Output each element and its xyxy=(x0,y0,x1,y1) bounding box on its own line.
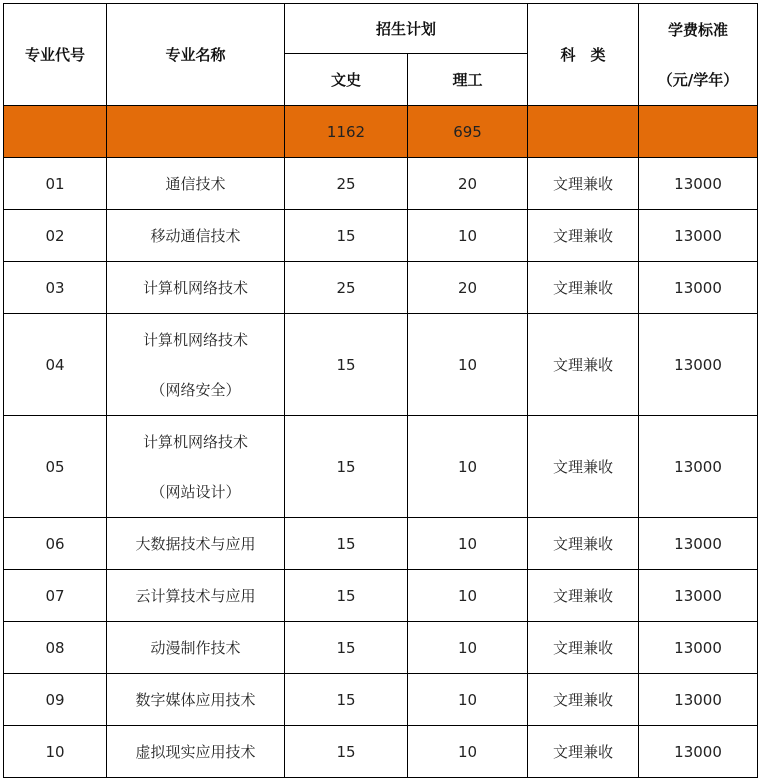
tuition-fee: 13000 xyxy=(639,210,758,262)
table-row xyxy=(4,674,758,726)
header-row-top xyxy=(4,4,758,54)
table-row xyxy=(4,262,758,314)
plan-wenshi: 25 xyxy=(285,262,408,314)
header-wenshi: 文史 xyxy=(285,54,408,106)
tuition-fee: 13000 xyxy=(639,158,758,210)
major-name: 移动通信技术 xyxy=(107,210,285,262)
major-code: 05 xyxy=(4,416,107,518)
tuition-fee: 13000 xyxy=(639,416,758,518)
major-name-line2: （网站设计） xyxy=(150,482,241,501)
major-name-line2: （网络安全） xyxy=(150,380,241,399)
plan-wenshi: 15 xyxy=(285,210,408,262)
plan-wenshi: 15 xyxy=(285,674,408,726)
tuition-fee: 13000 xyxy=(639,518,758,570)
table-row xyxy=(4,518,758,570)
table-row xyxy=(4,314,758,416)
major-code: 04 xyxy=(4,314,107,416)
category: 文理兼收 xyxy=(528,674,639,726)
plan-ligong: 10 xyxy=(408,314,528,416)
total-fee xyxy=(639,106,758,158)
major-name: 计算机网络技术 xyxy=(107,262,285,314)
plan-ligong: 10 xyxy=(408,518,528,570)
major-code: 03 xyxy=(4,262,107,314)
total-wenshi: 1162 xyxy=(285,106,408,158)
plan-wenshi: 15 xyxy=(285,622,408,674)
header-category: 科 类 xyxy=(528,4,639,106)
enrollment-plan-table xyxy=(3,3,758,778)
major-name: 大数据技术与应用 xyxy=(107,518,285,570)
plan-wenshi: 15 xyxy=(285,726,408,778)
plan-wenshi: 15 xyxy=(285,416,408,518)
tuition-fee: 13000 xyxy=(639,262,758,314)
header-major-name: 专业名称 xyxy=(107,4,285,106)
major-name: 云计算技术与应用 xyxy=(107,570,285,622)
major-name-line1: 计算机网络技术 xyxy=(142,330,248,349)
tuition-fee: 13000 xyxy=(639,726,758,778)
totals-row xyxy=(4,106,758,158)
major-name xyxy=(107,416,285,518)
major-code: 09 xyxy=(4,674,107,726)
plan-wenshi: 15 xyxy=(285,570,408,622)
header-major-code: 专业代号 xyxy=(4,4,107,106)
table-row xyxy=(4,416,758,518)
major-code: 07 xyxy=(4,570,107,622)
category: 文理兼收 xyxy=(528,314,639,416)
plan-ligong: 20 xyxy=(408,262,528,314)
major-code: 02 xyxy=(4,210,107,262)
tuition-fee: 13000 xyxy=(639,622,758,674)
plan-wenshi: 25 xyxy=(285,158,408,210)
total-category xyxy=(528,106,639,158)
total-ligong: 695 xyxy=(408,106,528,158)
major-name-line1: 计算机网络技术 xyxy=(142,432,248,451)
table-row xyxy=(4,622,758,674)
total-name xyxy=(107,106,285,158)
category: 文理兼收 xyxy=(528,262,639,314)
header-enrollment-plan: 招生计划 xyxy=(285,4,528,54)
major-code: 06 xyxy=(4,518,107,570)
plan-wenshi: 15 xyxy=(285,518,408,570)
header-tuition-label: 学费标准 xyxy=(668,20,729,39)
plan-ligong: 10 xyxy=(408,210,528,262)
tuition-fee: 13000 xyxy=(639,570,758,622)
header-ligong: 理工 xyxy=(408,54,528,106)
total-code xyxy=(4,106,107,158)
major-name xyxy=(107,314,285,416)
table-row xyxy=(4,570,758,622)
table-row xyxy=(4,158,758,210)
tuition-fee: 13000 xyxy=(639,674,758,726)
table-row xyxy=(4,210,758,262)
header-tuition xyxy=(639,4,758,106)
major-name: 通信技术 xyxy=(107,158,285,210)
plan-ligong: 20 xyxy=(408,158,528,210)
plan-wenshi: 15 xyxy=(285,314,408,416)
header-tuition-unit: （元/学年） xyxy=(657,70,739,89)
plan-ligong: 10 xyxy=(408,570,528,622)
category: 文理兼收 xyxy=(528,518,639,570)
category: 文理兼收 xyxy=(528,622,639,674)
category: 文理兼收 xyxy=(528,210,639,262)
table-row xyxy=(4,726,758,778)
category: 文理兼收 xyxy=(528,158,639,210)
major-code: 10 xyxy=(4,726,107,778)
major-name: 动漫制作技术 xyxy=(107,622,285,674)
major-code: 08 xyxy=(4,622,107,674)
category: 文理兼收 xyxy=(528,416,639,518)
major-name: 数字媒体应用技术 xyxy=(107,674,285,726)
plan-ligong: 10 xyxy=(408,622,528,674)
plan-ligong: 10 xyxy=(408,674,528,726)
category: 文理兼收 xyxy=(528,570,639,622)
tuition-fee: 13000 xyxy=(639,314,758,416)
plan-ligong: 10 xyxy=(408,416,528,518)
major-name: 虚拟现实应用技术 xyxy=(107,726,285,778)
plan-ligong: 10 xyxy=(408,726,528,778)
category: 文理兼收 xyxy=(528,726,639,778)
major-code: 01 xyxy=(4,158,107,210)
